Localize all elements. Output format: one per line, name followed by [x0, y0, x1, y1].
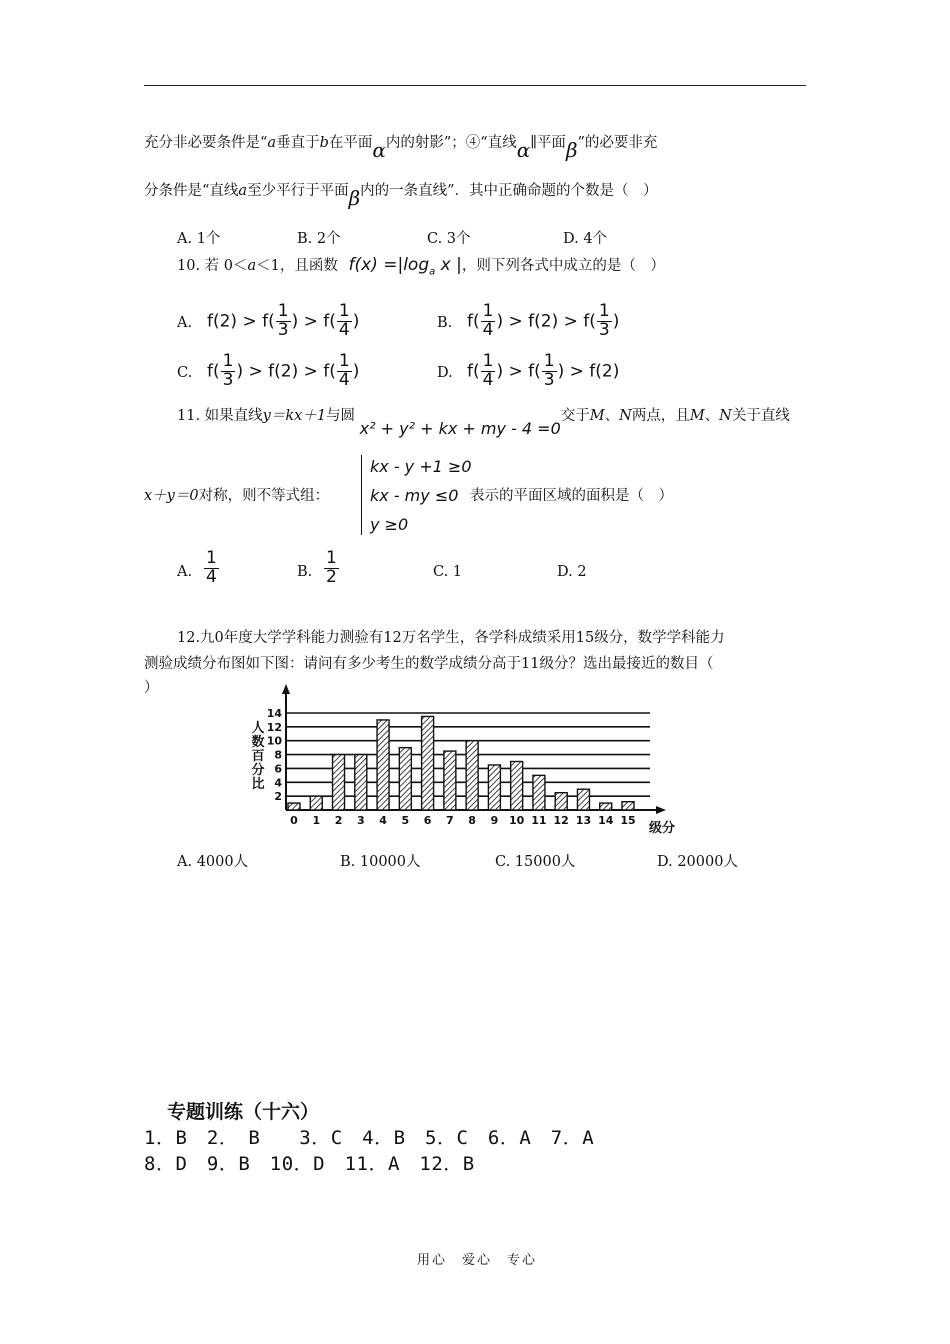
x-tick-label: 2 — [334, 814, 343, 827]
bar-13 — [577, 789, 589, 810]
q11-line2-left: x＋y＝0对称，则不等式组： — [144, 488, 330, 504]
q10-option-a-label: A. — [177, 315, 193, 331]
bar-2 — [333, 755, 345, 810]
q9-line1: 充分非必要条件是“a垂直于b在平面α内的射影”；④“直线α∥平面β”的必要非充 — [144, 135, 658, 162]
inequality-1: kx - y +1 ≥0 — [370, 457, 472, 476]
x-tick-label: 6 — [423, 814, 432, 827]
y-tick-label: 10 — [266, 734, 282, 748]
q10-option-b: f( $\frac{1}{4}$ ) > f(2) > f( $\frac{1}{3}$ ) — [467, 301, 620, 340]
x-tick-label: 12 — [553, 814, 569, 827]
q9-line2: 分条件是“直线a至少平行于平面β内的一条直线”．其中正确命题的个数是（ ） — [144, 183, 658, 210]
y-axis-label-char: 分 — [251, 763, 265, 778]
q11-line2-right: 表示的平面区域的面积是（ ） — [470, 488, 673, 504]
q12-option-b: B. 10000人 — [340, 854, 421, 870]
bar-5 — [399, 748, 411, 810]
y-axis-arrow — [282, 684, 290, 694]
bar-14 — [600, 803, 612, 810]
bar-10 — [511, 762, 523, 811]
x-tick-label: 7 — [446, 814, 454, 827]
page-footer: 用心 爱心 专心 — [417, 1253, 538, 1268]
q11-option-a-label: A. — [177, 564, 193, 580]
x-tick-label: 8 — [468, 814, 476, 827]
bar-12 — [555, 793, 567, 810]
q12-line2: 测验成绩分布图如下图：请问有多少考生的数学成绩分高于11级分？选出最接近的数目（ — [144, 656, 714, 672]
q10-option-d: f( $\frac{1}{4}$ ) > f( $\frac{1}{3}$ ) > f(2) — [467, 351, 620, 390]
q11-option-b-label: B. — [297, 564, 313, 580]
x-tick-label: 11 — [531, 814, 547, 827]
q11-option-b: $\frac{1}{2}$ — [326, 548, 337, 587]
bar-7 — [444, 751, 456, 810]
q12-line1: 12.九0年度大学学科能力测验有12万名学生，各学科成绩采用15级分，数学学科能力 — [177, 630, 725, 646]
q10-option-d-label: D. — [437, 365, 453, 381]
answers-line2: 8．D 9．B 10．D 11．A 12．B — [144, 1153, 475, 1175]
x-tick-label: 4 — [379, 814, 387, 827]
y-tick-label: 14 — [266, 707, 282, 720]
x-tick-label: 15 — [620, 814, 636, 827]
y-tick-label: 4 — [274, 776, 282, 790]
q11-line1: 11. 如果直线y＝kx＋1与圆 x² + y² + kx + my - 4 =0交于M、N两点，且M、N关于直线 — [177, 408, 790, 438]
inequality-2: kx - my ≤0 — [370, 486, 459, 505]
q11-option-c: C. 1 — [433, 564, 463, 580]
x-tick-label: 1 — [312, 814, 321, 827]
q10-option-c: f( $\frac{1}{3}$ ) > f(2) > f( $\frac{1}{4}$ ) — [207, 351, 360, 390]
bar-9 — [488, 765, 500, 810]
x-tick-label: 14 — [598, 814, 614, 827]
x-tick-label: 13 — [575, 814, 592, 827]
x-tick-label: 0 — [290, 814, 298, 827]
q9-option-b: B. 2个 — [297, 231, 341, 247]
q12-option-d: D. 20000人 — [657, 854, 738, 870]
inequality-3: y ≥0 — [370, 515, 409, 534]
q12-option-c: C. 15000人 — [495, 854, 576, 870]
bar-6 — [422, 716, 434, 810]
y-tick-label: 8 — [274, 748, 282, 762]
q10-option-b-label: B. — [437, 315, 453, 331]
y-tick-label: 12 — [266, 720, 282, 734]
q9-option-a: A. 1个 — [177, 231, 221, 247]
bar-8 — [466, 741, 478, 810]
q9-option-d: D. 4个 — [563, 231, 608, 247]
x-axis-arrow — [656, 806, 666, 814]
x-tick-label: 3 — [356, 814, 365, 827]
y-axis-label-char: 百 — [251, 749, 265, 764]
y-axis-label-char: 比 — [251, 777, 265, 792]
x-tick-label: 9 — [490, 814, 499, 827]
y-axis-label-char: 数 — [251, 735, 265, 750]
answers-line1: 1．B 2． B 3．C 4．B 5．C 6．A 7．A — [144, 1127, 595, 1149]
q9-option-c: C. 3个 — [427, 231, 471, 247]
bar-15 — [622, 802, 634, 810]
q12-line3: ） — [144, 680, 159, 696]
q11-option-a: $\frac{1}{4}$ — [206, 548, 217, 587]
q10-stem: 10. 若 0＜a＜1，且函数 $f(x) =|\log_a$ x |，则下列各式中成立的是（ ） — [177, 254, 665, 278]
answers-title: 专题训练（十六） — [167, 1101, 320, 1123]
q10-option-c-label: C. — [177, 365, 193, 381]
x-tick-label: 5 — [401, 814, 410, 827]
header-rule — [144, 85, 806, 86]
x-tick-label: 10 — [509, 814, 525, 827]
q11-option-d: D. 2 — [557, 564, 587, 580]
bar-11 — [533, 775, 545, 810]
inequality-brace — [361, 455, 368, 535]
bar-0 — [288, 803, 300, 810]
x-axis-label: 级分 — [648, 821, 676, 836]
y-axis-label-char: 人 — [251, 721, 265, 736]
bar-3 — [355, 755, 367, 810]
bar-4 — [377, 720, 389, 810]
q12-option-a: A. 4000人 — [177, 854, 249, 870]
score-distribution-chart — [240, 680, 690, 840]
y-tick-label: 2 — [274, 790, 282, 804]
bar-1 — [310, 796, 322, 810]
q10-option-a: f(2) > f( $\frac{1}{3}$ ) > f( $\frac{1}{4}$ ) — [207, 301, 360, 340]
y-tick-label: 6 — [274, 762, 282, 776]
